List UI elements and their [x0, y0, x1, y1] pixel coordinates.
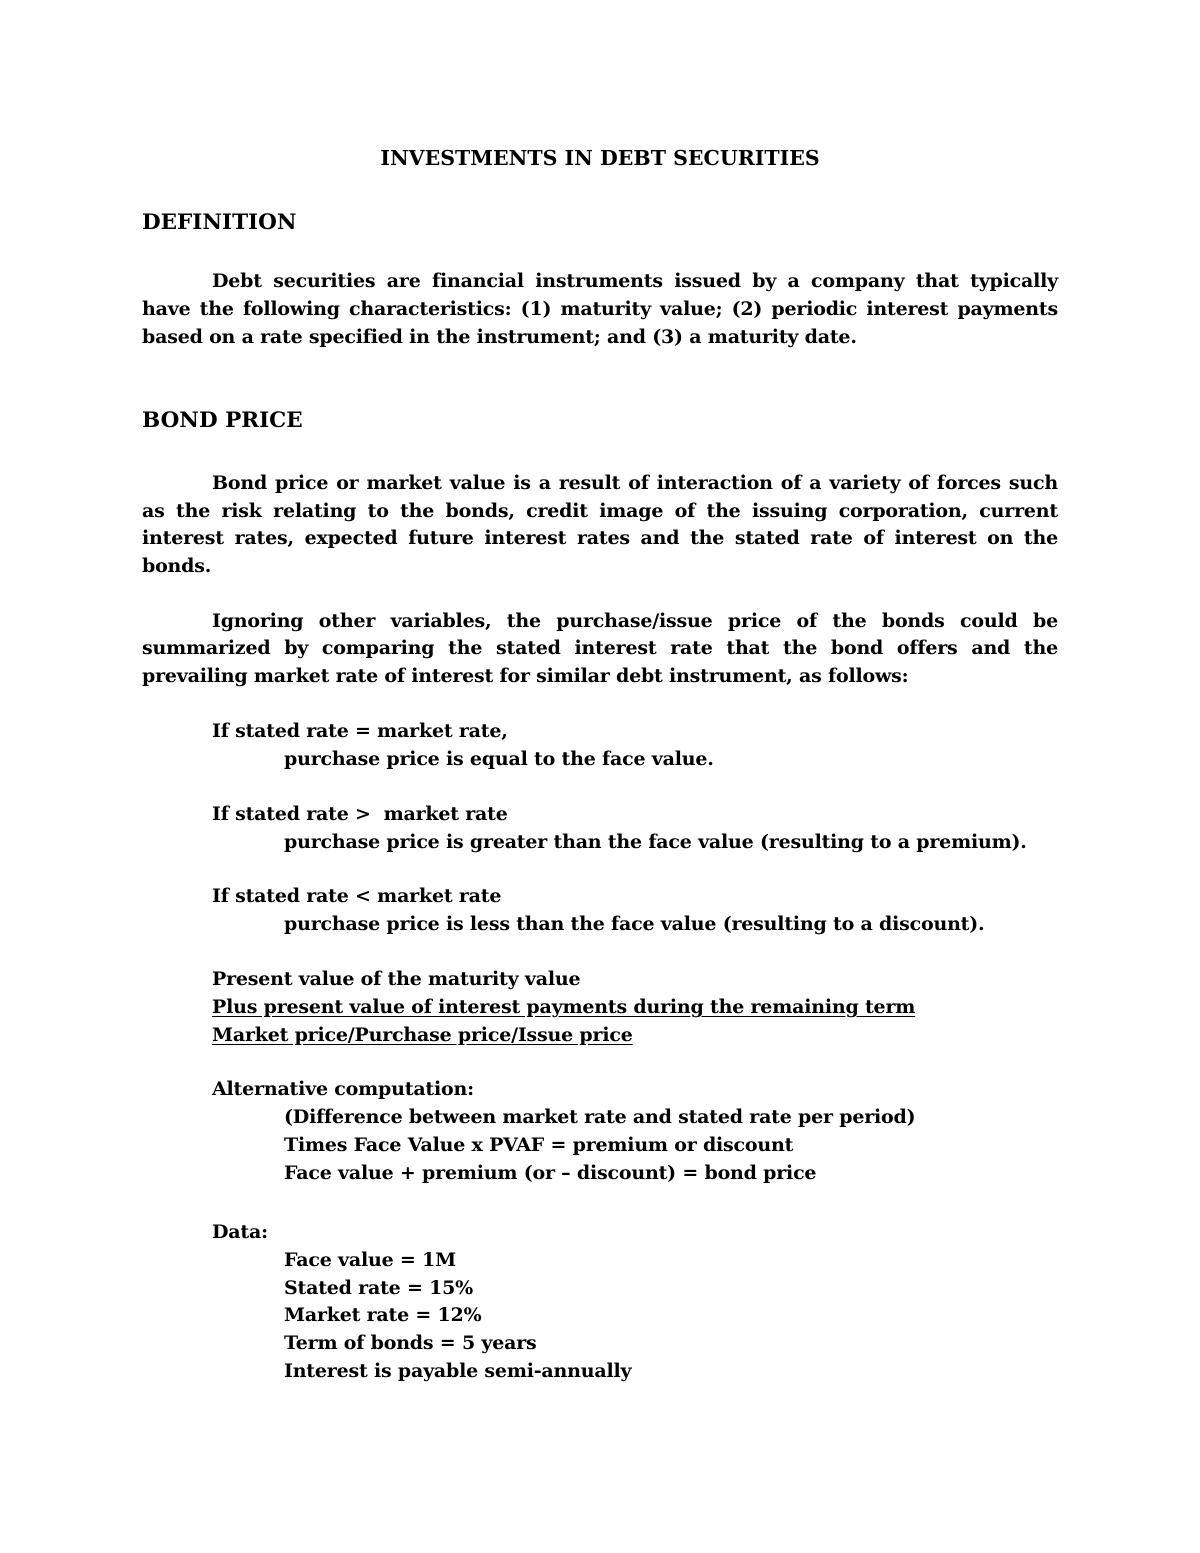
computation-total-underlined: Market price/Purchase price/Issue price	[212, 1024, 633, 1046]
bond-price-paragraph-line: bonds.	[142, 555, 212, 577]
comparison-paragraph-line: prevailing market rate of interest for similar debt instrument, as follows:	[142, 665, 909, 687]
definition-line: based on a rate specified in the instrument; and (3) a maturity date.	[142, 326, 857, 348]
alternative-computation-line: (Difference between market rate and stated rate per period)	[284, 1106, 916, 1128]
data-line: Face value = 1M	[284, 1249, 456, 1271]
data-line: Term of bonds = 5 years	[284, 1332, 537, 1354]
rule-condition: If stated rate = market rate,	[212, 720, 508, 742]
data-line: Market rate = 12%	[284, 1304, 482, 1326]
bond-price-paragraph-line: interest rates, expected future interest rates and the stated rate of interest on the	[142, 527, 1058, 549]
rule-result: purchase price is equal to the face value.	[284, 748, 714, 770]
document-title: INVESTMENTS IN DEBT SECURITIES	[380, 146, 820, 170]
rule-condition: If stated rate < market rate	[212, 885, 502, 907]
comparison-paragraph-line: Ignoring other variables, the purchase/issue price of the bonds could be	[212, 610, 1058, 632]
data-line: Stated rate = 15%	[284, 1277, 474, 1299]
rule-condition: If stated rate > market rate	[212, 803, 508, 825]
bond-price-heading: BOND PRICE	[142, 408, 303, 433]
rule-result: purchase price is less than the face value (resulting to a discount).	[284, 913, 985, 935]
alternative-computation-line: Times Face Value x PVAF = premium or discount	[284, 1134, 794, 1156]
alternative-computation-line: Face value + premium (or – discount) = bond price	[284, 1162, 817, 1184]
bond-price-paragraph-line: Bond price or market value is a result of interaction of a variety of forces such	[212, 472, 1058, 494]
data-label: Data:	[212, 1221, 268, 1243]
definition-heading: DEFINITION	[142, 210, 297, 235]
definition-line: have the following characteristics: (1) maturity value; (2) periodic interest payments	[142, 298, 1058, 320]
computation-line: Present value of the maturity value	[212, 968, 581, 990]
rule-result: purchase price is greater than the face value (resulting to a premium).	[284, 831, 1027, 853]
definition-line: Debt securities are financial instruments issued by a company that typically	[212, 270, 1058, 292]
comparison-paragraph-line: summarized by comparing the stated interest rate that the bond offers and the	[142, 637, 1058, 659]
computation-line-underlined: Plus present value of interest payments during the remaining term	[212, 996, 916, 1018]
data-line: Interest is payable semi-annually	[284, 1360, 632, 1382]
alternative-computation-label: Alternative computation:	[212, 1078, 474, 1100]
bond-price-paragraph-line: as the risk relating to the bonds, credit image of the issuing corporation, current	[142, 500, 1058, 522]
